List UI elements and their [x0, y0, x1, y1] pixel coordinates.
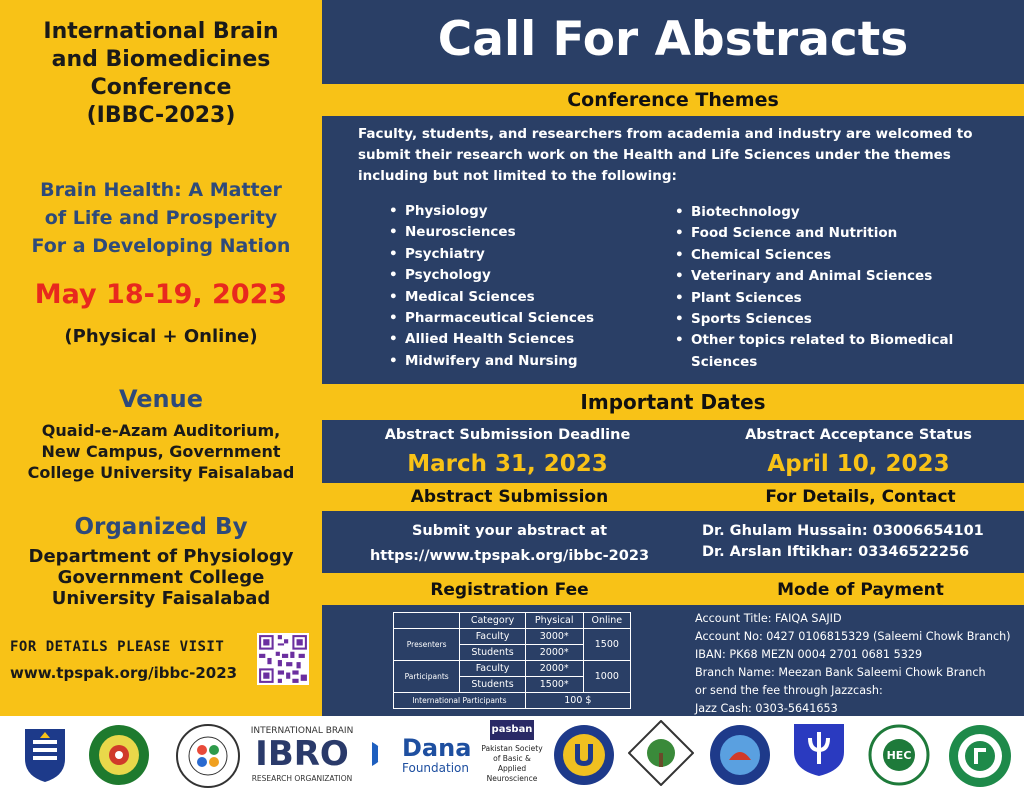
theme-item: • Medical Sciences [389, 287, 669, 308]
themes-intro: Faculty, students, and researchers from academia and industry are welcomed to submit their research work on the Health and Life Sciences under the themes including but not limited to the following: [358, 126, 973, 184]
dana-caption: Foundation [402, 761, 469, 775]
details-link[interactable]: www.tpspak.org/ibbc-2023 [10, 664, 238, 682]
theme-item: • Plant Sciences [675, 288, 975, 309]
table-header: Category [460, 613, 525, 629]
table-cell: Presenters [394, 629, 460, 661]
deadline-value: March 31, 2023 [407, 451, 608, 477]
applied-psychology-logo-icon [790, 720, 848, 778]
table-row [394, 661, 631, 677]
themes-heading: Conference Themes [567, 89, 779, 111]
physiology-department-logo-icon [88, 724, 150, 786]
payment-line: IBAN: PK68 MEZN 0004 2701 0681 5329 [695, 648, 923, 661]
zoology-department-logo-icon [709, 724, 771, 786]
registration-fee-table [393, 612, 631, 709]
table-row [394, 693, 631, 709]
payment-line: Account Title: FAIQA SAJID [695, 612, 842, 625]
theme-item: • Sports Sciences [675, 309, 975, 330]
gcuf-logo-icon [20, 724, 70, 784]
table-cell: Students [460, 645, 525, 661]
table-cell: 2000* [525, 661, 583, 677]
table-cell: Faculty [460, 661, 525, 677]
theme-item: • Pharmaceutical Sciences [389, 308, 669, 329]
theme-item: • Other topics related to Biomedical Sciences [675, 330, 975, 373]
payment-line: Branch Name: Meezan Bank Saleemi Chowk Branch [695, 666, 986, 679]
payment-line: Jazz Cash: 0303-5641653 [695, 702, 838, 715]
details-label: FOR DETAILS PLEASE VISIT [10, 639, 225, 655]
conference-tagline: Brain Health: A Matter of Life and Prosperity For a Developing Nation [31, 179, 291, 257]
table-cell: 2000* [525, 645, 583, 661]
contact-line: Dr. Arslan Iftikhar: 03346522256 [702, 544, 970, 560]
event-date: May 18-19, 2023 [34, 279, 288, 310]
table-cell: 1500* [525, 677, 583, 693]
physiological-society-logo-icon [176, 724, 240, 788]
theme-item: • Veterinary and Animal Sciences [675, 266, 975, 287]
hec-text: HEC [886, 749, 912, 762]
submission-heading: Abstract Submission [410, 487, 609, 507]
contact-heading: For Details, Contact [765, 487, 956, 507]
registration-heading: Registration Fee [430, 580, 589, 600]
pasban-logo: pasban [490, 720, 534, 740]
acceptance-value: April 10, 2023 [767, 451, 950, 477]
table-row [394, 629, 631, 645]
theme-item: • Psychiatry [389, 244, 669, 265]
qr-code-icon[interactable] [257, 633, 309, 685]
table-cell: International Participants [394, 693, 526, 709]
theme-item: • Neurosciences [389, 222, 669, 243]
organizer-heading: Organized By [74, 514, 248, 540]
ibro-caption-bottom: RESEARCH ORGANIZATION [251, 774, 353, 783]
submission-text: Submit your abstract at [411, 523, 608, 539]
themes-list-left [389, 201, 669, 372]
hec-logo-icon [868, 724, 930, 786]
table-cell: 1000 [583, 661, 630, 693]
payment-heading: Mode of Payment [777, 580, 944, 600]
payment-details [695, 610, 1024, 718]
theme-item: • Psychology [389, 265, 669, 286]
table-cell: Participants [394, 661, 460, 693]
theme-item: • Midwifery and Nursing [389, 351, 669, 372]
conference-title: International Brain and Biomedicines Conference (IBBC-2023) [43, 19, 279, 128]
acceptance-label: Abstract Acceptance Status [745, 427, 972, 443]
theme-item: • Allied Health Sciences [389, 329, 669, 350]
venue-address: Quaid-e-Azam Auditorium, New Campus, Government College University Faisalabad [27, 421, 295, 482]
event-mode: (Physical + Online) [64, 326, 258, 347]
theme-item: • Food Science and Nutrition [675, 223, 975, 244]
organizer-name: Department of Physiology Government College University Faisalabad [28, 546, 294, 609]
table-cell: 1500 [583, 629, 630, 661]
deadline-label: Abstract Submission Deadline [384, 427, 631, 443]
main-title: Call For Abstracts [437, 12, 909, 67]
theme-item: • Biotechnology [675, 202, 975, 223]
payment-line: Account No: 0427 0106815329 (Saleemi Chowk Branch) [695, 630, 1011, 643]
dana-logo: Dana [402, 734, 472, 762]
venue-heading: Venue [119, 385, 203, 413]
table-cell: Faculty [460, 629, 525, 645]
table-cell: 3000* [525, 629, 583, 645]
ibro-caption-top: INTERNATIONAL BRAIN [250, 726, 354, 736]
table-cell: 100 $ [525, 693, 630, 709]
sponsor-logo-strip [0, 716, 1024, 791]
theme-item: • Chemical Sciences [675, 245, 975, 266]
pasban-caption: Pakistan Society of Basic & Applied Neuroscience [481, 744, 543, 783]
themes-list-right [675, 202, 975, 373]
pakistan-physiological-society-logo-icon [628, 720, 694, 786]
table-header: Online [583, 613, 630, 629]
submission-link[interactable]: https://www.tpspak.org/ibbc-2023 [369, 548, 650, 564]
table-header-blank [394, 613, 460, 629]
dates-heading: Important Dates [580, 390, 766, 414]
table-cell: Students [460, 677, 525, 693]
contact-line: Dr. Ghulam Hussain: 03006654101 [702, 523, 984, 539]
payment-line: or send the fee through Jazzcash: [695, 684, 883, 697]
table-header: Physical [525, 613, 583, 629]
ibro-logo: IBRO [255, 734, 349, 774]
isra-university-logo-icon [553, 724, 615, 786]
table-row [394, 613, 631, 629]
sports-society-logo-icon [948, 724, 1012, 788]
dana-foundation-mark-icon [366, 738, 398, 770]
theme-item: • Physiology [389, 201, 669, 222]
